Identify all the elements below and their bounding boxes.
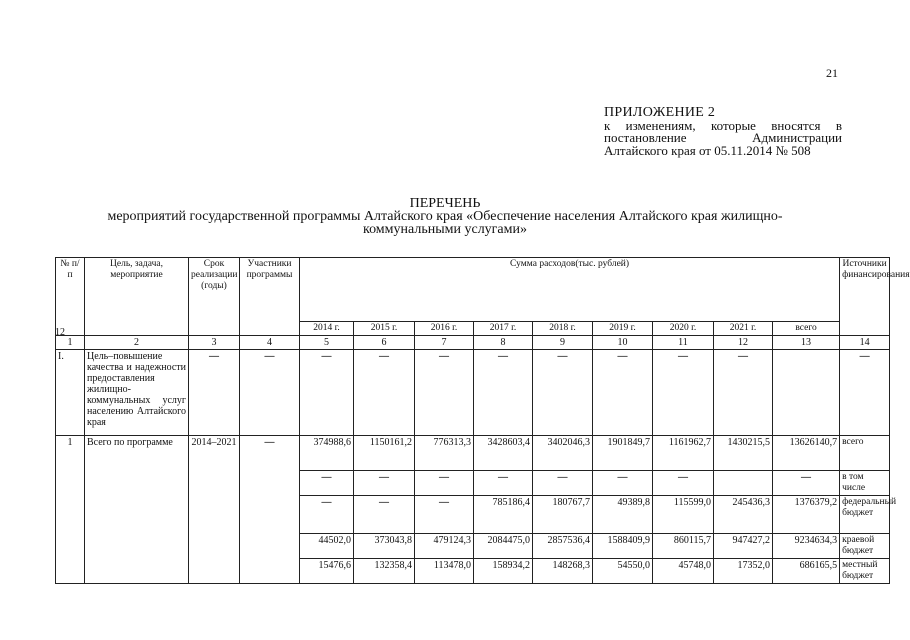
goal-dash: — (415, 350, 474, 436)
finance-value: 45748,0 (653, 559, 714, 584)
finance-value: 1588409,9 (593, 534, 653, 559)
column-number-row (56, 336, 890, 350)
goal-dash: — (354, 350, 415, 436)
column-number: 13 (773, 336, 840, 350)
column-number: 8 (474, 336, 533, 350)
finance-value: 158934,2 (474, 559, 533, 584)
heading-subtitle: мероприятий государственной программы Алтайского края «Обеспечение населения Алтайского края жилищно-коммунальными услугами» (107, 209, 783, 237)
header-goal: Цель, задача, мероприятие (85, 258, 189, 336)
program-participants: — (240, 436, 300, 584)
program-text: Всего по программе (85, 436, 189, 584)
year-header: всего (773, 322, 840, 336)
finance-value: 1901849,7 (593, 436, 653, 471)
column-number: 3 (189, 336, 240, 350)
heading-title: ПЕРЕЧЕНЬ (409, 196, 481, 211)
finance-value: 113478,0 (415, 559, 474, 584)
header-sum: Сумма расходов(тыс. рублей) (300, 258, 840, 322)
finance-source: местный бюджет (840, 559, 890, 584)
goal-dash: — (653, 350, 714, 436)
finance-value (714, 471, 773, 496)
header-row (56, 258, 890, 322)
goal-dash: — (593, 350, 653, 436)
finance-value: 245436,3 (714, 496, 773, 534)
finance-value: — (300, 471, 354, 496)
column-number: 11 (653, 336, 714, 350)
finance-value: 15476,6 (300, 559, 354, 584)
finance-value: 1430215,5 (714, 436, 773, 471)
finance-value: 2857536,4 (533, 534, 593, 559)
appendix-text: к изменениям, которые вносятся в постановление Администрации Алтайского края от 05.11.2014 № 508 (604, 117, 842, 158)
goal-dash: — (533, 350, 593, 436)
column-number: 6 (354, 336, 415, 350)
column-number: 4 (240, 336, 300, 350)
header-sources: Источники финансирования (840, 258, 890, 336)
finance-value: 49389,8 (593, 496, 653, 534)
goal-dash (773, 350, 840, 436)
header-participants: Участники программы (240, 258, 300, 336)
column-number: 5 (300, 336, 354, 350)
year-header: 2015 г. (354, 322, 415, 336)
year-header: 2014 г. (300, 322, 354, 336)
finance-value: 132358,4 (354, 559, 415, 584)
finance-value: 947427,2 (714, 534, 773, 559)
finance-value: 1376379,2 (773, 496, 840, 534)
finance-value: 373043,8 (354, 534, 415, 559)
finance-value: 3402046,3 (533, 436, 593, 471)
column-number: 2 (85, 336, 189, 350)
document-heading (80, 197, 810, 236)
goal-num: I. (56, 350, 85, 436)
goal-dash: — (240, 350, 300, 436)
column-number: 9 (533, 336, 593, 350)
finance-value: 115599,0 (653, 496, 714, 534)
goal-dash: — (714, 350, 773, 436)
finance-value: — (474, 471, 533, 496)
finance-value: 686165,5 (773, 559, 840, 584)
goal-text: Цель–повышение качества и надежности предоставления жилищно-коммунальных услуг населению Алтайского края (85, 350, 189, 436)
program-row (56, 436, 890, 471)
year-header: 2016 г. (415, 322, 474, 336)
finance-value: 479124,3 (415, 534, 474, 559)
finance-value: 54550,0 (593, 559, 653, 584)
finance-value: — (653, 471, 714, 496)
appendix-block (604, 107, 842, 157)
year-header: 2021 г. (714, 322, 773, 336)
year-header: 2019 г. (593, 322, 653, 336)
finance-value: 860115,7 (653, 534, 714, 559)
appendix-title: ПРИЛОЖЕНИЕ 2 (604, 105, 716, 120)
finance-value: — (593, 471, 653, 496)
finance-value: 785186,4 (474, 496, 533, 534)
column-number: 1 (56, 336, 85, 350)
year-header: 2017 г. (474, 322, 533, 336)
header-num: № п/п (56, 258, 85, 336)
column-number: 10 (593, 336, 653, 350)
goal-dash: — (474, 350, 533, 436)
header-term: Срок реализации (годы) (189, 258, 240, 336)
finance-source: краевой бюджет (840, 534, 890, 559)
finance-value: — (415, 496, 474, 534)
finance-value: 13626140,7 (773, 436, 840, 471)
finance-source: в том числе (840, 471, 890, 496)
finance-value: 776313,3 (415, 436, 474, 471)
finance-value: 374988,6 (300, 436, 354, 471)
finance-value: — (415, 471, 474, 496)
measures-table (55, 257, 910, 584)
finance-value: — (354, 496, 415, 534)
column-number: 14 (840, 336, 890, 350)
stray-mark: 12 (55, 327, 65, 338)
goal-row (56, 350, 890, 436)
column-number: 7 (415, 336, 474, 350)
page-number: 21 (826, 66, 838, 80)
finance-source: всего (840, 436, 890, 471)
goal-dash: — (300, 350, 354, 436)
column-number: 12 (714, 336, 773, 350)
goal-dash: — (840, 350, 890, 436)
finance-value: — (533, 471, 593, 496)
finance-source: федеральный бюджет (840, 496, 890, 534)
finance-value: 1161962,7 (653, 436, 714, 471)
goal-dash: — (189, 350, 240, 436)
finance-value: 44502,0 (300, 534, 354, 559)
finance-value: 9234634,3 (773, 534, 840, 559)
year-header: 2018 г. (533, 322, 593, 336)
finance-value: — (354, 471, 415, 496)
finance-value: — (773, 471, 840, 496)
finance-value: 2084475,0 (474, 534, 533, 559)
finance-value: 1150161,2 (354, 436, 415, 471)
finance-value: 148268,3 (533, 559, 593, 584)
year-header: 2020 г. (653, 322, 714, 336)
finance-value: 180767,7 (533, 496, 593, 534)
finance-value: 17352,0 (714, 559, 773, 584)
program-term: 2014–2021 (189, 436, 240, 584)
finance-value: 3428603,4 (474, 436, 533, 471)
program-num: 1 (56, 436, 85, 584)
finance-value: — (300, 496, 354, 534)
